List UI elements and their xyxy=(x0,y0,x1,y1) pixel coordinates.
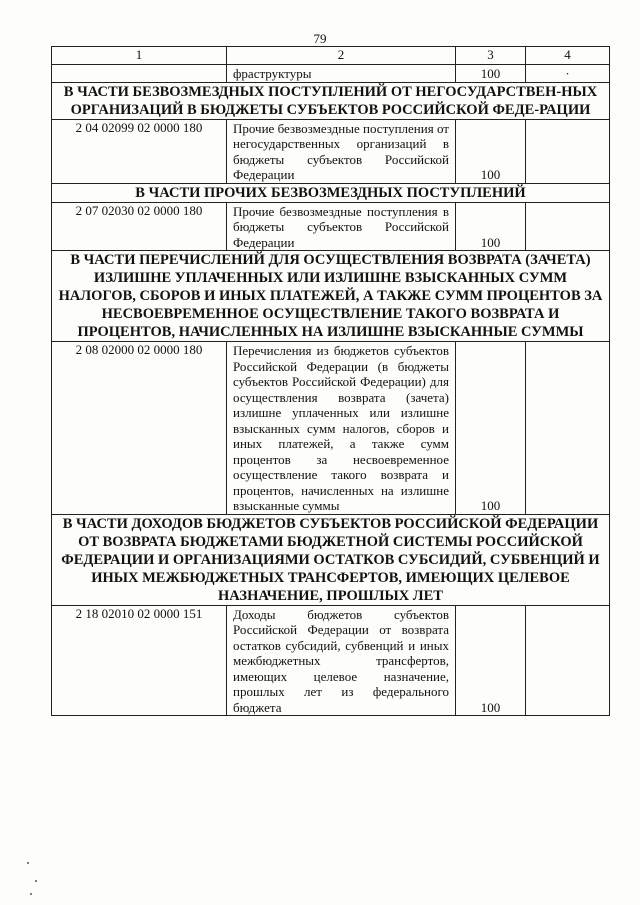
column-4-value xyxy=(526,342,610,515)
column-header-1: 1 xyxy=(52,47,227,65)
page-number: 79 xyxy=(313,31,327,46)
budget-code xyxy=(52,65,227,83)
column-4-value xyxy=(526,202,610,251)
section-heading: В ЧАСТИ ПРОЧИХ БЕЗВОЗМЕЗДНЫХ ПОСТУПЛЕНИЙ xyxy=(52,183,610,202)
section-heading-row xyxy=(52,514,610,605)
budget-code: 2 08 02000 02 0000 180 xyxy=(52,342,227,515)
revenue-classification-table xyxy=(51,46,610,716)
income-name: Доходы бюджетов субъектов Российской Федерации от возврата остатков субсидий, субвенций и иных межбюджетных трансфертов, имеющих целевое назначение, прошлых лет из федерального бюджета xyxy=(227,605,456,716)
column-header-3: 3 xyxy=(456,47,526,65)
income-name: фраструктуры xyxy=(227,65,456,83)
section-heading-row xyxy=(52,183,610,202)
section-heading-row xyxy=(52,251,610,342)
income-name: Прочие безвозмездные поступления в бюджеты субъектов Российской Федерации xyxy=(227,202,456,251)
percent-value: 100 xyxy=(456,119,526,183)
section-heading: В ЧАСТИ ДОХОДОВ БЮДЖЕТОВ СУБЪЕКТОВ РОССИЙСКОЙ ФЕДЕРАЦИИ ОТ ВОЗВРАТА БЮДЖЕТАМИ БЮДЖЕТНОЙ СИСТЕМЫ РОССИЙСКОЙ ФЕДЕРАЦИИ И ОРГАНИЗАЦИЯМИ ОСТАТКОВ СУБСИДИЙ, СУБВЕНЦИЙ И ИНЫХ МЕЖБЮДЖЕТНЫХ ТРАНСФЕРТОВ, ИМЕЮЩИХ ЦЕЛЕВОЕ НАЗНАЧЕНИЕ, ПРОШЛЫХ ЛЕТ xyxy=(52,514,610,605)
column-4-value xyxy=(526,605,610,716)
income-name: Прочие безвозмездные поступления от негосударственных организаций в бюджеты субъектов Российской Федерации xyxy=(227,119,456,183)
column-number-row xyxy=(52,47,610,65)
budget-code: 2 04 02099 02 0000 180 xyxy=(52,119,227,183)
percent-value: 100 xyxy=(456,65,526,83)
table-row xyxy=(52,202,610,251)
table-row xyxy=(52,65,610,83)
section-heading-row xyxy=(52,82,610,119)
income-name: Перечисления из бюджетов субъектов Российской Федерации (в бюджеты субъектов Российской Федерации) для осуществления возврата (зачета) излишне уплаченных или излишне взысканных сумм налогов, сборов и иных платежей, а также сумм процентов за несвоевременное осуществление такого возврата и процентов, начисленных на излишне взысканные суммы xyxy=(227,342,456,515)
table-row xyxy=(52,119,610,183)
column-header-2: 2 xyxy=(227,47,456,65)
scan-speck xyxy=(35,880,37,882)
percent-value: 100 xyxy=(456,202,526,251)
column-header-4: 4 xyxy=(526,47,610,65)
budget-code: 2 07 02030 02 0000 180 xyxy=(52,202,227,251)
scan-speck xyxy=(30,893,32,895)
section-heading: В ЧАСТИ БЕЗВОЗМЕЗДНЫХ ПОСТУПЛЕНИЙ ОТ НЕГОСУДАРСТВЕН-НЫХ ОРГАНИЗАЦИЙ В БЮДЖЕТЫ СУБЪЕКТОВ РОССИЙСКОЙ ФЕДЕ-РАЦИИ xyxy=(52,82,610,119)
budget-code: 2 18 02010 02 0000 151 xyxy=(52,605,227,716)
section-heading: В ЧАСТИ ПЕРЕЧИСЛЕНИЙ ДЛЯ ОСУЩЕСТВЛЕНИЯ ВОЗВРАТА (ЗАЧЕТА) ИЗЛИШНЕ УПЛАЧЕННЫХ ИЛИ ИЗЛИШНЕ ВЗЫСКАННЫХ СУММ НАЛОГОВ, СБОРОВ И ИНЫХ ПЛАТЕЖЕЙ, А ТАКЖЕ СУММ ПРОЦЕНТОВ ЗА НЕСВОЕВРЕМЕННОЕ ОСУЩЕСТВЛЕНИЕ ТАКОГО ВОЗВРАТА И ПРОЦЕНТОВ, НАЧИСЛЕННЫХ НА ИЗЛИШНЕ ВЗЫСКАННЫЕ СУММЫ xyxy=(52,251,610,342)
column-4-value: · xyxy=(526,65,610,83)
table-body xyxy=(52,65,610,716)
table-row xyxy=(52,342,610,515)
table-row xyxy=(52,605,610,716)
column-4-value xyxy=(526,119,610,183)
percent-value: 100 xyxy=(456,342,526,515)
scan-speck xyxy=(27,862,29,864)
percent-value: 100 xyxy=(456,605,526,716)
